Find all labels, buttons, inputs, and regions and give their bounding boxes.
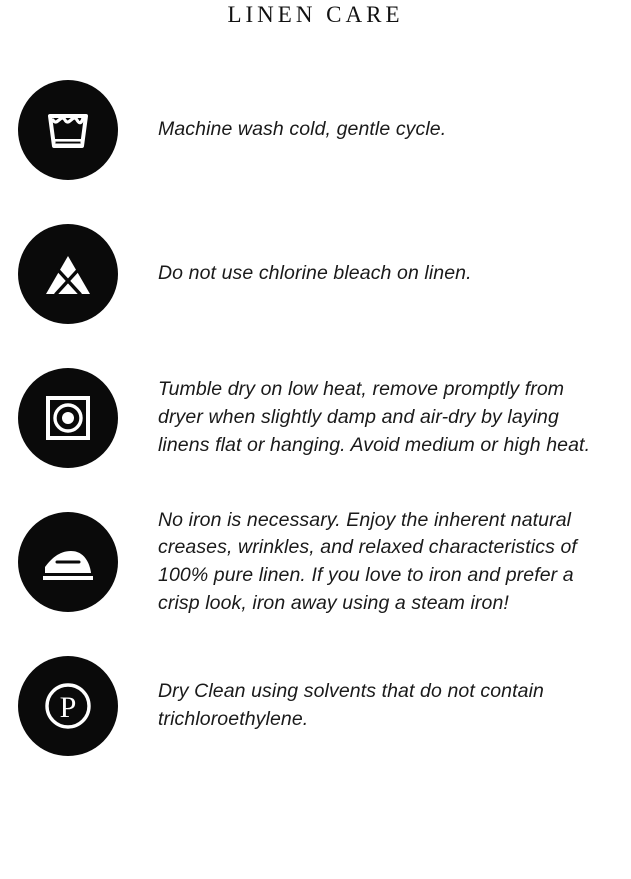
svg-text:P: P <box>59 691 77 724</box>
care-instruction-text: No iron is necessary. Enjoy the inherent natural creases, wrinkles, and relaxed characteristics of 100% pure linen. If you love to iron and prefer a crisp look, iron away using a steam iron! <box>158 508 577 614</box>
list-item <box>0 72 631 188</box>
care-instruction-text: Dry Clean using solvents that do not contain trichloroethylene. <box>158 680 544 730</box>
page-title: LINEN CARE <box>227 2 404 27</box>
list-item <box>0 504 631 620</box>
care-instruction-text: Do not use chlorine bleach on linen. <box>158 262 472 285</box>
list-item <box>0 360 631 476</box>
care-instruction-list <box>0 72 631 764</box>
care-instruction-text: Machine wash cold, gentle cycle. <box>158 118 447 141</box>
icon-container <box>10 72 126 188</box>
no-bleach-triangle-icon <box>18 224 118 324</box>
icon-container <box>10 504 126 620</box>
iron-icon <box>18 512 118 612</box>
tumble-dry-low-icon <box>18 368 118 468</box>
icon-container <box>10 216 126 332</box>
wash-tub-icon <box>18 80 118 180</box>
icon-container <box>10 360 126 476</box>
care-instruction-text: Tumble dry on low heat, remove promptly from dryer when slightly damp and air-dry by laying linens flat or hanging. Avoid medium or high heat. <box>158 378 591 456</box>
dry-clean-p-icon <box>18 656 118 756</box>
icon-container <box>10 648 126 764</box>
list-item <box>0 648 631 764</box>
list-item <box>0 216 631 332</box>
